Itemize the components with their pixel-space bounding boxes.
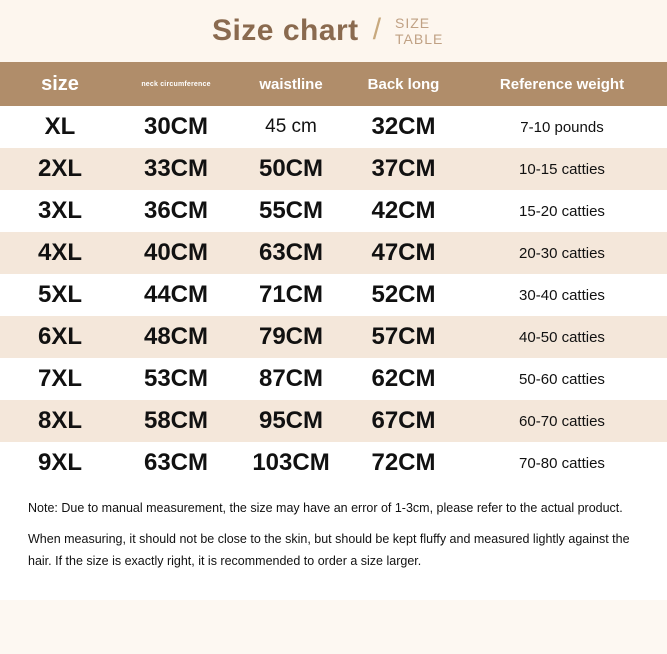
table-body <box>0 106 667 484</box>
table-row <box>0 148 667 190</box>
table-row <box>0 274 667 316</box>
cell-waistline: 45 cm <box>265 116 317 137</box>
page-header <box>0 0 667 62</box>
page-subtitle: SIZE TABLE <box>395 14 444 47</box>
cell-waistline: 71CM <box>258 281 324 308</box>
cell-back-long: 32CM <box>371 113 436 140</box>
table-row <box>0 190 667 232</box>
cell-neck: 33CM <box>143 155 209 182</box>
cell-back-long: 57CM <box>371 323 436 350</box>
table-row <box>0 358 667 400</box>
cell-size: XL <box>44 113 76 140</box>
column-header-back-long: Back long <box>367 75 440 93</box>
cell-back-long: 37CM <box>371 155 436 182</box>
cell-back-long: 62CM <box>371 365 436 392</box>
column-header-waistline: waistline <box>259 75 323 93</box>
cell-size: 5XL <box>37 281 82 308</box>
cell-back-long: 42CM <box>371 197 436 224</box>
note-measurement-error: Note: Due to manual measurement, the size may have an error of 1-3cm, please refer to the actual product. <box>28 501 623 515</box>
table-header <box>0 62 667 106</box>
table-row <box>0 400 667 442</box>
cell-reference-weight: 20-30 catties <box>519 244 605 262</box>
size-table <box>0 62 667 484</box>
cell-neck: 36CM <box>143 197 209 224</box>
cell-reference-weight: 40-50 catties <box>519 328 605 346</box>
table-row <box>0 442 667 484</box>
cell-waistline: 50CM <box>258 155 324 182</box>
column-header-size: size <box>41 72 79 95</box>
cell-reference-weight: 10-15 catties <box>519 160 605 178</box>
cell-neck: 48CM <box>143 323 209 350</box>
cell-back-long: 47CM <box>371 239 436 266</box>
cell-waistline: 103CM <box>252 449 330 476</box>
cell-size: 9XL <box>37 449 82 476</box>
cell-size: 2XL <box>37 155 82 182</box>
note-measuring-tips: When measuring, it should not be close to the skin, but should be kept fluffy and measured lightly against the hair. If the size is exactly right, it is recommended to order a size larger. <box>28 532 630 568</box>
cell-reference-weight: 60-70 catties <box>519 412 605 430</box>
column-header-neck: neck circumference <box>141 80 211 88</box>
table-row <box>0 316 667 358</box>
column-header-reference-weight: Reference weight <box>499 75 625 93</box>
cell-neck: 44CM <box>143 281 209 308</box>
table-header-row <box>0 62 667 106</box>
cell-waistline: 63CM <box>258 239 324 266</box>
table-row <box>0 232 667 274</box>
notes-section <box>0 484 667 600</box>
cell-waistline: 79CM <box>258 323 324 350</box>
cell-neck: 40CM <box>143 239 209 266</box>
cell-reference-weight: 7-10 pounds <box>520 118 604 136</box>
title-separator: / <box>372 13 382 46</box>
cell-back-long: 67CM <box>371 407 436 434</box>
cell-waistline: 87CM <box>258 365 324 392</box>
cell-size: 3XL <box>37 197 82 224</box>
header-inner <box>212 14 455 48</box>
cell-back-long: 52CM <box>371 281 436 308</box>
cell-reference-weight: 15-20 catties <box>519 202 605 220</box>
cell-size: 6XL <box>37 323 82 350</box>
cell-size: 4XL <box>37 239 82 266</box>
cell-reference-weight: 30-40 catties <box>519 286 605 304</box>
cell-reference-weight: 50-60 catties <box>519 370 605 388</box>
cell-neck: 30CM <box>143 113 209 140</box>
cell-neck: 63CM <box>143 449 209 476</box>
cell-size: 8XL <box>37 407 82 434</box>
cell-back-long: 72CM <box>371 449 436 476</box>
cell-waistline: 55CM <box>258 197 324 224</box>
cell-waistline: 95CM <box>258 407 324 434</box>
cell-neck: 58CM <box>143 407 209 434</box>
cell-neck: 53CM <box>143 365 209 392</box>
table-row <box>0 106 667 148</box>
cell-size: 7XL <box>37 365 82 392</box>
page-title: Size chart <box>211 14 359 47</box>
cell-reference-weight: 70-80 catties <box>519 454 605 472</box>
